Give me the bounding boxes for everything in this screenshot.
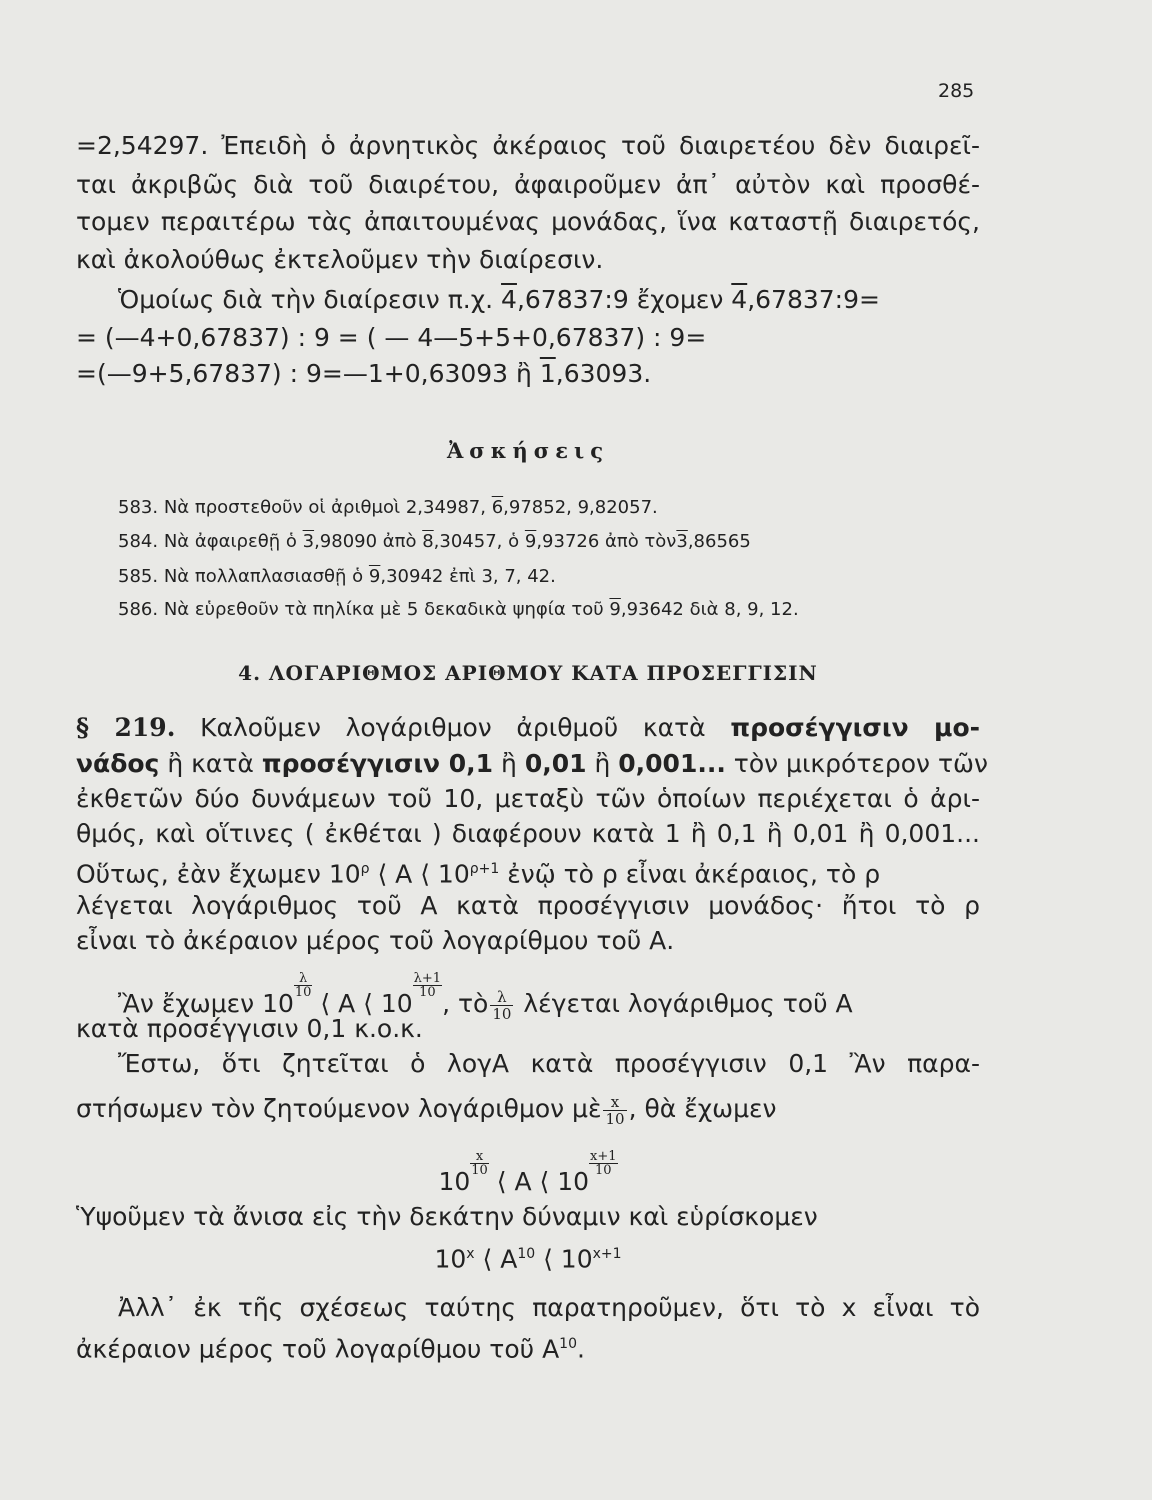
para1-line1 xyxy=(76,130,980,162)
s219-text: εἶναι τὸ ἀκέραιον μέρος τοῦ λογαρίθμου τοῦ Α. xyxy=(76,926,675,955)
s219-text: ⟨ Α ⟨ 10 xyxy=(369,859,470,889)
bar-digit: 6 xyxy=(491,497,504,518)
exercise-text: ,86565 xyxy=(687,531,751,552)
bar-digit: 4 xyxy=(501,285,517,314)
exercise-text: ,30457, ὁ xyxy=(433,531,520,552)
last-line1 xyxy=(118,1292,980,1324)
esto-text: , θὰ ἔχωμεν xyxy=(628,1094,777,1123)
formula-text: 10 xyxy=(438,1167,471,1196)
frac-num: λ xyxy=(490,989,513,1006)
section-mark: § 219. xyxy=(76,713,176,742)
example-eq2a: =(—9+5,67837) : 9=—1+0,63093 ἢ xyxy=(76,359,540,388)
last-text: . xyxy=(577,1334,585,1364)
lambda-text: Ἂν ἔχωμεν 10 xyxy=(118,989,294,1018)
lambda-text: ⟨ Α ⟨ 10 xyxy=(312,989,413,1018)
exponent-fraction xyxy=(294,972,313,999)
s219-text: Καλοῦμεν λογάριθμον ἀριθμοῦ κατὰ xyxy=(175,713,731,742)
example-intro: Ὁμοίως διὰ τὴν διαίρεσιν π.χ. xyxy=(118,285,494,314)
exponent-fraction xyxy=(589,1150,618,1177)
formula-2 xyxy=(76,1238,980,1275)
exercise-text: Νὰ εὑρεθοῦν τὰ πηλίκα μὲ 5 δεκαδικὰ ψηφία τοῦ xyxy=(163,599,604,620)
frac-den: 10 xyxy=(419,985,436,1000)
example-eq1: = (—4+0,67837) : 9 = ( — 4—5+5+0,67837) : 9= xyxy=(76,323,707,352)
s219-text: ἐκθετῶν δύο δυνάμεων τοῦ 10, μεταξὺ τῶν ὁποίων περιέχεται ὁ ἀρι- xyxy=(76,784,980,813)
para1-line4 xyxy=(76,244,1076,276)
section-heading: 4. ΛΟΓΑΡΙΘΜΟΣ ΑΡΙΘΜΟΥ ΚΑΤΑ ΠΡΟΣΕΓΓΙΣΙΝ xyxy=(238,661,818,685)
formula-1 xyxy=(76,1150,980,1198)
s219-text: Οὕτως, ἐὰν ἔχωμεν 10 xyxy=(76,859,361,889)
para1-line2 xyxy=(76,169,980,201)
exercise-number: 585. xyxy=(118,566,159,587)
bar-digit: 3 xyxy=(302,531,315,552)
s219-text: ἐνῷ τὸ ρ εἶναι ἀκέραιος, τὸ ρ xyxy=(499,859,881,889)
exercise-585 xyxy=(118,566,556,587)
exponent-fraction xyxy=(413,972,442,999)
last-line2 xyxy=(76,1328,1076,1365)
exercise-number: 583. xyxy=(118,497,159,518)
s219-line5 xyxy=(76,853,1076,890)
bar-digit: 3 xyxy=(676,531,688,552)
s219-text: ἢ xyxy=(493,749,525,778)
exercise-number: 586. xyxy=(118,599,159,620)
example-line1 xyxy=(118,284,1118,316)
exercise-586 xyxy=(118,599,799,620)
frac-den: 10 xyxy=(595,1163,612,1178)
s219-text: τὸν μικρότερον τῶν xyxy=(725,749,988,778)
frac-den: 10 xyxy=(492,1004,512,1023)
lambda-text: , τὸ xyxy=(442,989,489,1018)
exercise-text: Νὰ προστεθοῦν οἱ ἀριθμοὶ 2,34987, xyxy=(163,497,486,518)
esto-line1 xyxy=(118,1048,980,1080)
frac-num: λ xyxy=(294,972,313,986)
s219-line6 xyxy=(76,890,980,922)
s219-line3 xyxy=(76,783,980,815)
last-text: Ἀλλ᾽ ἐκ τῆς σχέσεως ταύτης παρατηροῦμεν, ὅτι τὸ x εἶναι τὸ xyxy=(118,1293,980,1322)
s219-bold: 0,001... xyxy=(618,749,726,778)
formula-text: 10 xyxy=(434,1244,467,1274)
lambda-text: κατὰ προσέγγισιν 0,1 κ.ο.κ. xyxy=(76,1014,423,1043)
para1-text-4: καὶ ἀκολούθως ἐκτελοῦμεν τὴν διαίρεσιν. xyxy=(76,245,604,274)
s219-line1 xyxy=(76,712,980,744)
s219-line4 xyxy=(76,818,980,850)
fraction xyxy=(603,1094,626,1127)
bar-digit: 4 xyxy=(731,285,748,314)
frac-den: 10 xyxy=(605,1109,625,1128)
formula-text: ⟨ Α xyxy=(474,1244,518,1274)
bar-digit: 9 xyxy=(368,566,381,587)
s219-text: θμός, καὶ οἵτινες ( ἐκθέται ) διαφέρουν κατὰ 1 ἢ 0,1 ἢ 0,01 ἢ 0,001... xyxy=(76,819,980,848)
exercise-text: ,30942 ἐπὶ 3, 7, 42. xyxy=(380,566,556,587)
exponent: 10 xyxy=(517,1246,536,1262)
s219-bold: προσέγγισιν μο- xyxy=(730,713,980,742)
example-line2 xyxy=(76,322,1076,354)
lambda-text: λέγεται λογάριθμος τοῦ Α xyxy=(515,989,853,1018)
formula-text: ⟨ Α ⟨ 10 xyxy=(488,1167,590,1196)
formula-text: ⟨ 10 xyxy=(535,1244,593,1274)
para1-text-3: τομεν περαιτέρω τὰς ἀπαιτουμένας μονάδας, ἵνα καταστῇ διαιρετός, xyxy=(76,207,980,236)
example-line3 xyxy=(76,358,1076,390)
exercise-number: 584. xyxy=(118,531,159,552)
bar-digit: 9 xyxy=(524,531,537,552)
page-number: 285 xyxy=(938,80,975,102)
exponent: ρ xyxy=(360,861,370,877)
ups-line1 xyxy=(76,1201,1076,1233)
exercise-584 xyxy=(118,531,751,552)
s219-bold: νάδος xyxy=(76,749,160,778)
exercise-583 xyxy=(118,497,658,518)
s219-bold: προσέγγισιν 0,1 xyxy=(261,749,494,778)
exponent: x+1 xyxy=(592,1246,622,1262)
example-val2: ,67837:9= xyxy=(747,285,880,314)
s219-line7 xyxy=(76,925,1076,957)
exercises-title: Ἀσκήσεις xyxy=(447,438,609,463)
frac-num: x xyxy=(470,1150,489,1164)
esto-text: Ἔστω, ὅτι ζητεῖται ὁ λογΑ κατὰ προσέγγισιν 0,1 Ἂν παρα- xyxy=(118,1049,980,1078)
s219-bold: 0,01 xyxy=(524,749,587,778)
lambda-line2 xyxy=(76,1013,1076,1045)
exercise-text: Νὰ ἀφαιρεθῇ ὁ xyxy=(163,531,297,552)
frac-num: x xyxy=(603,1094,626,1111)
para1-line3 xyxy=(76,206,980,238)
exponent: ρ+1 xyxy=(469,861,500,877)
s219-line2 xyxy=(76,748,988,780)
exponent: 10 xyxy=(559,1336,577,1352)
s219-text: λέγεται λογάριθμος τοῦ Α κατὰ προσέγγισιν μονάδος· ἤτοι τὸ ρ xyxy=(76,891,980,920)
frac-num: x+1 xyxy=(590,1149,617,1164)
ups-text: Ὑψοῦμεν τὰ ἄνισα εἰς τὴν δεκάτην δύναμιν καὶ εὑρίσκομεν xyxy=(76,1202,818,1231)
frac-den: 10 xyxy=(471,1163,488,1178)
s219-text: ἢ κατὰ xyxy=(159,749,262,778)
exercise-text: ,93642 διὰ 8, 9, 12. xyxy=(620,599,799,620)
bar-digit: 9 xyxy=(609,599,621,620)
para1-text-2: ται ἀκριβῶς διὰ τοῦ διαιρέτου, ἀφαιροῦμεν ἀπ᾽ αὐτὸν καὶ προσθέ- xyxy=(76,170,980,199)
bar-digit: 8 xyxy=(422,531,434,552)
last-text: ἀκέραιον μέρος τοῦ λογαρίθμου τοῦ Α xyxy=(76,1334,560,1364)
example-eq2b: ,63093. xyxy=(555,359,652,388)
esto-text: στήσωμεν τὸν ζητούμενον λογάριθμον μὲ xyxy=(76,1094,602,1123)
para1-text-1: =2,54297. Ἐπειδὴ ὁ ἀρνητικὸς ἀκέραιος τοῦ διαιρετέου δὲν διαιρεῖ- xyxy=(76,131,980,160)
exercise-text: Νὰ πολλαπλασιασθῇ ὁ xyxy=(163,566,364,587)
frac-den: 10 xyxy=(294,985,312,1000)
example-val1: ,67837:9 ἔχομεν xyxy=(516,285,732,314)
exponent-fraction xyxy=(470,1150,489,1177)
exponent: x xyxy=(466,1246,475,1262)
exercise-text: ,97852, 9,82057. xyxy=(503,497,658,518)
bar-digit: 1 xyxy=(539,359,556,388)
s219-text: ἢ xyxy=(586,749,619,778)
esto-line2 xyxy=(76,1093,1076,1127)
exercise-text: ,93726 ἀπὸ τὸν xyxy=(536,531,677,552)
frac-num: λ+1 xyxy=(413,971,442,986)
exercise-text: ,98090 ἀπὸ xyxy=(314,531,417,552)
